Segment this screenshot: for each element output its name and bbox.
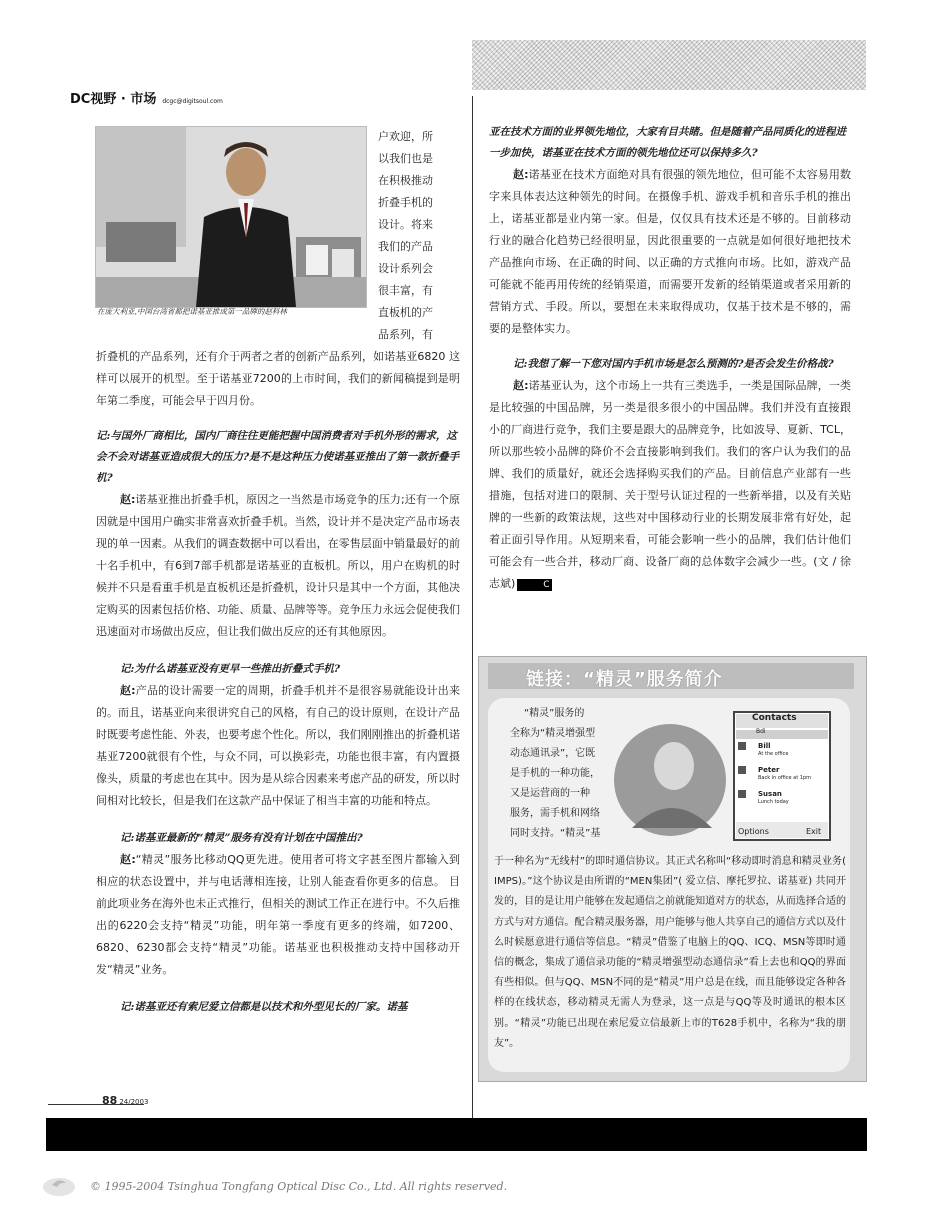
phone-contact-name: Susan xyxy=(758,790,782,798)
wrap-line: 品系列，有 xyxy=(378,328,433,341)
section-header xyxy=(70,88,223,107)
wrap-line: 设计系列会 xyxy=(378,262,433,275)
speaker-label: 赵: xyxy=(513,168,529,181)
phone-tab: Bdi xyxy=(756,728,766,735)
speaker-label: 赵: xyxy=(513,379,529,392)
section-title: DC视野 · 市场 xyxy=(70,92,157,107)
wrap-line: 是手机的一种功能， xyxy=(510,768,600,779)
answer xyxy=(489,375,851,595)
publisher-logo-icon xyxy=(40,1173,78,1199)
phone-contact-status: At the office xyxy=(758,751,789,757)
answer-text: 诺基亚在技术方面绝对具有很强的领先地位，但可能不太容易用数字来具体表达这种领先的时间。在摄像手机、游戏手机和音乐手机的推出上，诺基亚都是业内第一家。但是，仅仅具有技术还是不够的。目前移动行业的融合化趋势已经很明显，因此很重要的一点就是如何很好地把技术产品推向市场、在正确的时间、以正确的方式推向市场。比如，游戏产品可能就不能再用传统的经销渠道，而需要开发新的经销渠道或者采用新的营销方式、手段。所以，要想在未来取得成功，仅基于技术是不够的，需要的是整体实力。 xyxy=(489,168,852,335)
page-number-value: 88 xyxy=(102,1094,118,1107)
answer-text: “精灵”服务比移动QQ更先进。使用者可将文字甚至图片都输入到相应的状态设置中，并与电话薄相连接，让别人能查看你更多的信息。 目前此项业务在海外也未正式推行，但相关的测试工作正在进行中。不久后推出的6220会支持“精灵”功能，明年第一季度有更多的终端，如7200、6820、6230都会支持“精灵”功能。诺基亚也积极推动支持中国移动开发“精灵”业务。 xyxy=(96,853,460,976)
question: 记:诺基亚最新的“精灵”服务有没有计划在中国推出? xyxy=(120,832,363,844)
phone-contact-name: Peter xyxy=(758,766,780,774)
wrap-line: 又是运营商的一种 xyxy=(510,788,590,799)
wrap-line: 以我们也是 xyxy=(378,152,433,165)
speaker-label: 赵: xyxy=(120,493,136,506)
copyright-notice: © 1995-2004 Tsinghua Tongfang Optical Disc Co., Ltd. All rights reserved. xyxy=(90,1180,508,1193)
footer-black-bar xyxy=(46,1118,867,1151)
wrap-line: 我们的产品 xyxy=(378,240,433,253)
header-texture xyxy=(472,40,866,90)
question: 记:我想了解一下您对国内手机市场是怎么预测的?是否会发生价格战? xyxy=(513,358,834,370)
wrap-line: 直板机的产 xyxy=(378,306,433,319)
phone-contact-status: Back in office at 1pm xyxy=(758,775,812,781)
left-column xyxy=(96,346,460,1018)
phone-contact-name: Bill xyxy=(758,742,771,750)
question: 记:诺基亚还有索尼爱立信都是以技术和外型见长的厂家。诺基 xyxy=(120,1001,408,1013)
wrap-line: 动态通讯录”，它既 xyxy=(510,748,596,759)
wrap-line: 同时支持。“精灵”基 xyxy=(510,828,601,839)
person-photo-illustration xyxy=(96,127,366,307)
answer-text: 产品的设计需要一定的周期，折叠手机并不是很容易就能设计出来的。而且，诺基亚向来很讲究自己的风格，有自己的设计原则，在设计产品时既要考虑性能、外表，也要考虑个性化。所以，我们刚刚推出的折叠机诺基亚7200就很有个性，与众不同，可以换彩壳，功能也很丰富，有内置摄像头，质量的考虑也在其中。因为是从综合因素来考虑产品的研发，所以时间相对比较长，但是我们在这款产品中保证了相当丰富的功能和特点。 xyxy=(96,684,460,807)
question: 记:为什么诺基亚没有更早一些推出折叠式手机? xyxy=(120,663,341,675)
phone-screen-title: Contacts xyxy=(752,713,797,723)
answer xyxy=(96,489,460,643)
sidebar-title-bar xyxy=(488,663,854,689)
issue-number: 24/2003 xyxy=(119,1098,149,1106)
wrap-line: 服务，需手机和网络 xyxy=(510,808,600,819)
question: 亚在技术方面的业界领先地位，大家有目共睹。但是随着产品同质化的进程进一步加快，诺基亚在技术方面的领先地位还可以保持多久? xyxy=(489,126,846,159)
phone-contact-status: Lunch today xyxy=(758,799,789,805)
photo-caption: 在庞大利亚,中国台湾省都把诺基亚推成第一品牌的赵科林 xyxy=(97,307,287,316)
interview-photo xyxy=(95,126,367,308)
question: 记:与国外厂商相比，国内厂商往往更能把握中国消费者对手机外形的需求，这会不会对诺基亚造成很大的压力?是不是这种压力使诺基亚推出了第一款折叠手机? xyxy=(96,430,460,484)
right-column xyxy=(489,122,851,595)
answer-text: 诺基亚认为，这个市场上一共有三类选手，一类是国际品牌，一类是比较强的中国品牌，另一类是很多很小的中国品牌。我们并没有直接跟小的厂商进行竞争，我们主要是跟大的品牌竞争，比如波导、夏新、TCL，所以那些较小品牌的降价不会直接影响到我们。我们的客户认为我们的品牌、我们的质量好，就还会选择购买我们的产品。目前信息产业部有一些措施，包括对进口的限制、关于型号认证过程的一些新举措，以及有关贴牌的一些新的政策法规，这些对中国移动行业的长期发展非常有好处，起着正面引导作用。从短期来看，可能会影响一些小的品牌，我们估计他们可能会有一些合并，移动厂商、设备厂商的总体数字会减少一些。(文 / 徐志斌) xyxy=(489,379,852,590)
column-divider xyxy=(472,96,473,1124)
paragraph: 折叠机的产品系列，还有介于两者之者的创新产品系列，如诺基亚6820 这样可以展开的机型。至于诺基亚7200的上市时间，我们的新闻稿提到是明年第二季度，可能会早于四月份。 xyxy=(96,350,460,407)
wrap-line: 很丰富，有 xyxy=(378,284,433,297)
answer-text: 诺基亚推出折叠手机，原因之一当然是市场竞争的压力;还有一个原因就是中国用户确实非常喜欢折叠手机。当然，设计并不是决定产品市场表现的单一因素。从我们的调查数据中可以看出，在零售层面中销量最好的前十名手机中，有6到7部手机都是诺基亚的直板机。所以，用户在购机的时候并不只是看重手机是直板机还是折叠机，设计只是其中一个方面，其他决定购买的因素包括价格、功能、质量、品牌等等。竞争压力永远会促使我们迅速面对市场做出反应，但让我们做出反应的还有其他原因。 xyxy=(96,493,460,638)
photo-wrap-text xyxy=(378,126,458,346)
end-mark-icon: C xyxy=(517,579,551,591)
answer xyxy=(489,164,851,340)
speaker-label: 赵: xyxy=(120,684,136,697)
answer xyxy=(96,680,460,812)
phone-softkey-right: Exit xyxy=(806,827,822,836)
sidebar-body: 于一种名为“无线村”的即时通信协议。其正式名称叫“移动即时消息和精灵业务( IMPS)。”这个协议是由所谓的“MEN集团”( 爱立信、摩托罗拉、诺基亚) 共同开发的，目的是让用户能够在发起通信之前就能知道对方的状态，从而选择合适的方式与对方通信。配合精灵服务器，用户能够与他人共享自己的通信方式以及什么时候愿意进行通信等信息。“精灵”借鉴了电脑上的QQ、ICQ、MSN等即时通信的概念，集成了通信录功能的“精灵增强型动态通信录”看上去也和QQ的界面有些相似。但与QQ、MSN不同的是“精灵”用户总是在线，而且能够设定各种各样的在线状态，移动精灵无需人为登录，这一点是与QQ等及时通讯的根本区别。“精灵”功能已出现在索尼爱立信最新上市的T628手机中，名称为“我的朋友”。 xyxy=(494,856,846,1049)
contact-email: dcgc@digitsoul.com xyxy=(162,98,223,105)
answer xyxy=(96,849,460,981)
phone-softkey-left: Options xyxy=(738,827,769,836)
wrap-line: “精灵”服务的 xyxy=(524,708,585,719)
sidebar-wrap-text xyxy=(510,704,610,844)
speaker-label: 赵: xyxy=(120,853,136,866)
wrap-line: 全称为“精灵增强型 xyxy=(510,728,596,739)
sidebar-title: 链接：“精灵”服务简介 xyxy=(526,669,723,690)
wrap-line: 户欢迎，所 xyxy=(378,130,433,143)
page-number xyxy=(102,1094,148,1107)
wrap-line: 在积极推动 xyxy=(378,174,433,187)
wrap-line: 设计。将来 xyxy=(378,218,433,231)
wrap-line: 折叠手机的 xyxy=(378,196,433,209)
